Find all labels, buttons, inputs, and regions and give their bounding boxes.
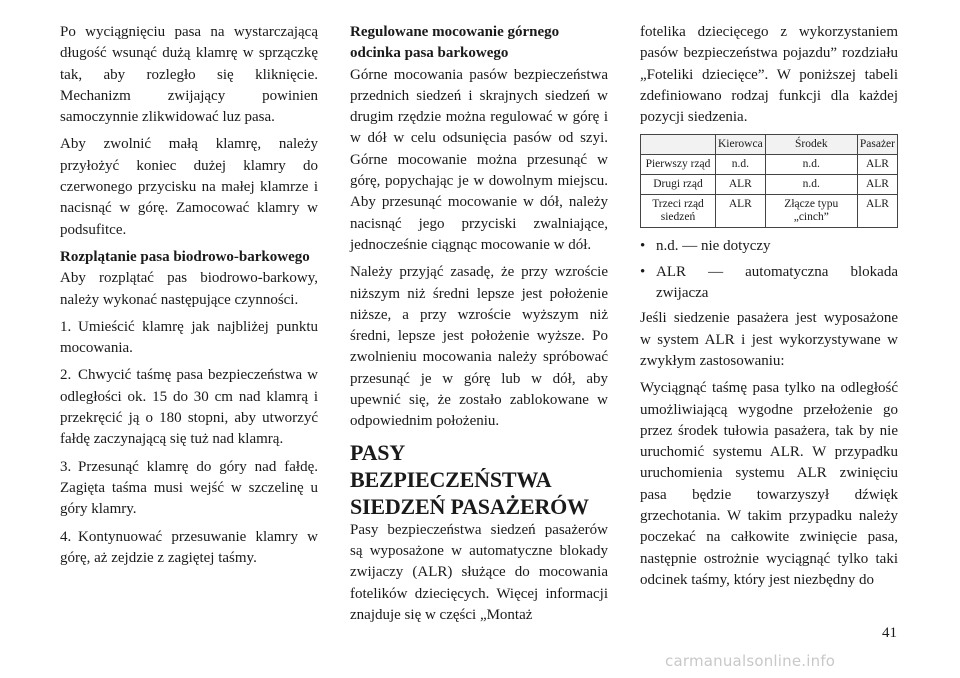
bullet-item: • ALR — automatyczna blokada zwijacza	[640, 262, 898, 305]
table-cell: Złącze typu „cinch”	[765, 195, 857, 228]
column-middle	[350, 22, 608, 632]
table-header-cell: Pasażer	[857, 135, 897, 155]
table-row-header: Pierwszy rząd	[641, 155, 716, 175]
page-number: 41	[882, 625, 897, 641]
table-cell: ALR	[857, 195, 897, 228]
paragraph: fotelika dziecięcego z wykorzystaniem pasów bezpieczeństwa pojazdu” rozdziału „Foteliki dziecięce”. W poniższej tabeli zdefiniowano rodzaj funkcji dla każdej pozycji siedzenia.	[640, 24, 898, 126]
table-cell: ALR	[716, 175, 766, 195]
list-item: 4. Kontynuować przesuwanie klamry w górę, aż zejdzie z zagiętej taśmy.	[60, 528, 318, 566]
chapter-heading: PASY BEZPIECZEŃSTWA SIEDZEŃ PASAŻERÓW	[350, 439, 589, 519]
table-header-cell: Środek	[765, 135, 857, 155]
paragraph: Jeśli siedzenie pasażera jest wyposażone w system ALR i jest wykorzystywane w zwykłym zastosowaniu:	[640, 310, 898, 369]
bullet-dot-icon: •	[640, 263, 646, 280]
table-cell: n.d.	[765, 155, 857, 175]
column-right	[640, 22, 898, 597]
table-header-row	[641, 135, 898, 155]
section-heading: Rozplątanie pasa biodrowo-barkowego	[60, 248, 310, 265]
table-row-header: Drugi rząd	[641, 175, 716, 195]
bullet-dot-icon: •	[640, 238, 646, 255]
table-cell: ALR	[716, 195, 766, 228]
table-cell: n.d.	[765, 175, 857, 195]
list-item: 1. Umieścić klamrę jak najbliżej punktu mocowania.	[60, 318, 318, 357]
paragraph: Górne mocowania pasów bezpieczeństwa przednich siedzeń i skrajnych siedzeń w drugim rzędzie można regulować w górę i w dół w celu odsunięcia pasów od szyi. Górne mocowanie można przesunąć w górę, popychając je w dowolnym miejscu. Aby przesunąć mocowanie w dół, należy nacisnąć jego przyciski zwalniające, jednocześnie ciągnąc mocowanie w dół.	[350, 66, 608, 253]
paragraph: Wyciągnąć taśmę pasa tylko na odległość umożliwiającą wygodne przełożenie go przez środek tułowia pasażera, tak by nie uruchomić systemu ALR. W przypadku uruchomienia systemu ALR zwinięciu pasa będzie towarzyszył dźwięk grzechotania. W takim przypadku należy poczekać na całkowite zwinięcie pasa, następnie ostrożnie wyciągnąć tylko taki odcinek taśmy, który jest niezbędny do	[640, 380, 898, 588]
table-row	[641, 155, 898, 175]
table-row	[641, 195, 898, 228]
table-cell: ALR	[857, 175, 897, 195]
table-cell: ALR	[857, 155, 897, 175]
section-heading: Regulowane mocowanie górnego odcinka pasa barkowego	[350, 24, 560, 62]
watermark: carmanualsonline.info	[665, 652, 836, 670]
paragraph: Po wyciągnięciu pasa na wystarczającą długość wsunąć dużą klamrę w sprzączkę tak, aby rozległo się kliknięcie. Mechanizm zwijający powinien samoczynnie zlikwidować luz pasa.	[60, 24, 318, 126]
table-row	[641, 175, 898, 195]
paragraph: Pasy bezpieczeństwa siedzeń pasażerów są wyposażone w automatyczne blokady zwijaczy (ALR) służące do mocowania fotelików dziecięcych. Więcej informacji znajduje się w części „Montaż	[350, 521, 608, 623]
list-item: 2. Chwycić taśmę pasa bezpieczeństwa w odległości ok. 15 do 30 cm nad klamrą i przekręcić ją o 180 stopni, aby utworzyć fałdę zaczynającą się tuż nad klamrą.	[60, 367, 318, 448]
column-left	[60, 22, 318, 575]
bullet-item: • n.d. — nie dotyczy	[640, 236, 898, 257]
list-item: 3. Przesunąć klamrę do góry nad fałdę. Zagięta taśma musi wejść w szczelinę u góry klamry.	[60, 458, 318, 518]
paragraph: Aby rozplątać pas biodrowo-barkowy, należy wykonać następujące czynności.	[60, 270, 318, 308]
table-header-cell	[641, 135, 716, 155]
paragraph: Należy przyjąć zasadę, że przy wzroście niższym niż średni lepsze jest położenie niższe, a przy wzroście wyższym niż średni, lepsze jest położenie wyższe. Po zwolnieniu mocowania należy spróbować przesunąć je w górę lub w dół, aby upewnić się, że zostało zablokowane w odpowiednim położeniu.	[350, 264, 608, 430]
paragraph: Aby zwolnić małą klamrę, należy przyłożyć koniec dużej klamry do czerwonego przycisku na małej klamrze i nacisnąć w górę. Zamocować klamry w podsufitce.	[60, 136, 318, 238]
table-cell: n.d.	[716, 155, 766, 175]
table-row-header: Trzeci rząd siedzeń	[641, 195, 716, 228]
seat-function-table	[640, 134, 898, 228]
table-header-cell: Kierowca	[716, 135, 766, 155]
